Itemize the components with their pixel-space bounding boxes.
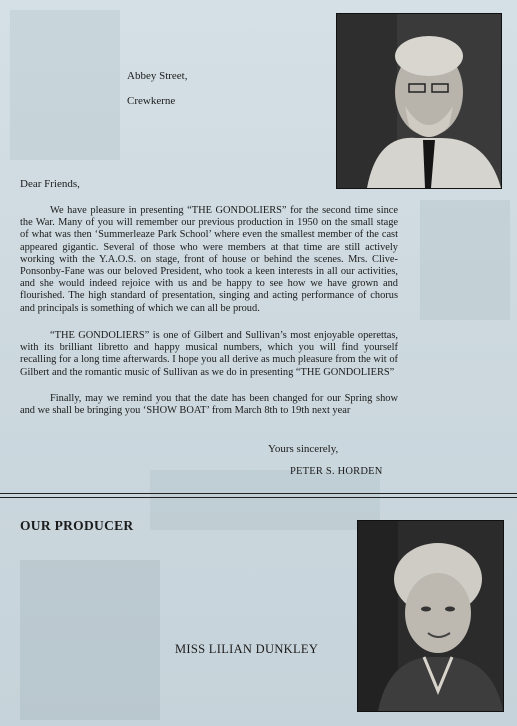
signoff: Yours sincerely,: [268, 443, 339, 455]
background-show-through: [150, 470, 380, 530]
salutation: Dear Friends,: [20, 178, 80, 190]
signature-name: PETER S. HORDEN: [290, 466, 383, 477]
producer-name: MISS LILIAN DUNKLEY: [175, 642, 319, 656]
address-line-street: Abbey Street,: [127, 70, 188, 82]
portrait-photo-woman: [357, 520, 504, 712]
background-show-through: [10, 10, 120, 160]
letter-paragraph: Finally, may we remind you that the date has been changed for our Spring show and we shall be bringing you ‘SHOW BOAT’ from March 8th to 19th next year: [20, 393, 398, 417]
divider: [0, 497, 517, 498]
letter-paragraph: “THE GONDOLIERS” is one of Gilbert and Sullivan’s most enjoyable operettas, with its brilliant libretto and happy musical numbers, which you will find yourself recalling for a long time afterwards. I hope you all derive as much pleasure from the wit of Gilbert and the romantic music of Sullivan as we do in presenting “THE GONDOLIERS”: [20, 330, 398, 378]
portrait-photo-man: [336, 13, 502, 189]
section-heading: OUR PRODUCER: [20, 518, 134, 533]
divider: [0, 493, 517, 494]
background-show-through: [20, 560, 160, 720]
letter-paragraph: We have pleasure in presenting “THE GONDOLIERS” for the second time since the War. Many of you will remember our previous production in 1950 on the small stage of what was then ‘Summerleaze Park School’ where even the smallest member of the cast appeared gigantic. Several of those who were members at that time are still actively working with the Y.A.O.S. on stage, front of house or behind the scenes. Mrs. Clive-Ponsonby-Fane was our beloved President, who took a keen interests in all our activities, and she would indeed rejoice with us and be happy to see how we have grown and flourished. The high standard of presentation, singing and acting performance of chorus and principals is something of which we can all be proud.: [20, 205, 398, 314]
background-show-through: [420, 200, 510, 320]
address-line-town: Crewkerne: [127, 95, 176, 107]
